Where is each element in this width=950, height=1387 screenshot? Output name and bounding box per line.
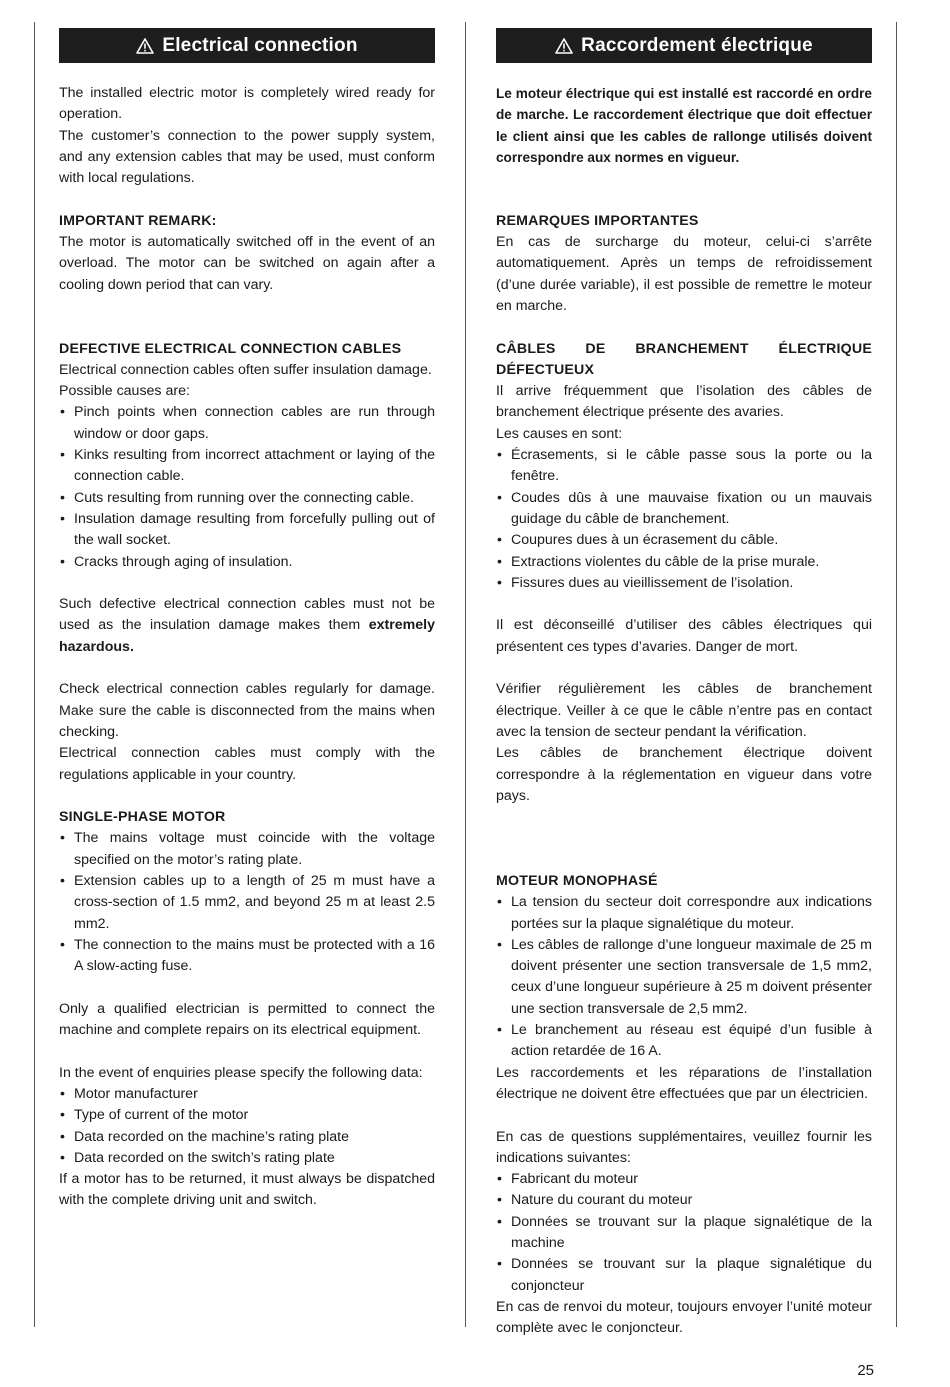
list-item: • Data recorded on the switch’s rating plate: [59, 1148, 435, 1169]
french-causes-list: [496, 445, 872, 594]
list-item: • Fabricant du moteur: [496, 1169, 872, 1190]
center-column-rule: [465, 22, 466, 1327]
french-intro: Le moteur électrique qui est installé est raccordé en ordre de marche. Le raccordement électrique que doit effectuer le client ainsi que les cables de rallonge utilisés doivent correspondre aux normes en vigueur.: [496, 86, 872, 165]
french-defective-text-1: Il arrive fréquemment que l’isolation des câbles de branchement électrique présente des avaries.: [496, 383, 872, 421]
french-section-header: [496, 28, 872, 63]
list-item: • Les câbles de rallonge d’une longueur maximale de 25 m doivent présenter une section transversale de 1,5 mm2, ceux d’une longueur supérieure à 25 m doivent présenter une section transversale de 2,5 mm2.: [496, 935, 872, 1020]
list-item: • Coupures dues à un écrasement du câble.: [496, 530, 872, 551]
english-important-text: The motor is automatically switched off in the event of an overload. The motor can be switched on again after a cooling down period that can vary.: [59, 234, 435, 293]
list-item: • Pinch points when connection cables are run through window or door gaps.: [59, 402, 435, 445]
french-danger-text: Il est déconseillé d’utiliser des câbles électriques qui présentent ces types d’avaries. Danger de mort.: [496, 617, 872, 655]
warning-triangle-icon: [555, 38, 573, 54]
french-single-phase-list: [496, 892, 872, 1062]
list-item: • Kinks resulting from incorrect attachment or laying of the connection cable.: [59, 445, 435, 488]
english-section-header: [59, 28, 435, 63]
list-item: • Insulation damage resulting from forcefully pulling out of the wall socket.: [59, 509, 435, 552]
list-item: • Données se trouvant sur la plaque signalétique de la machine: [496, 1212, 872, 1255]
english-defective-heading: DEFECTIVE ELECTRICAL CONNECTION CABLES: [59, 340, 402, 357]
list-item: • Écrasements, si le câble passe sous la porte ou la fenêtre.: [496, 445, 872, 488]
list-item: • La tension du secteur doit correspondre aux indications portées sur la plaque signalétique du moteur.: [496, 892, 872, 935]
english-defective-text-2: Possible causes are:: [59, 383, 190, 400]
warning-triangle-icon: [136, 38, 154, 54]
list-item: • Le branchement au réseau est équipé d’un fusible à action retardée de 16 A.: [496, 1020, 872, 1063]
list-item: • Extension cables up to a length of 25 m must have a cross-section of 1.5 mm2, and beyond 25 m at least 2.5 mm2.: [59, 871, 435, 935]
english-danger-bold: extremely hazardous.: [59, 617, 435, 655]
french-enquiry-list: [496, 1169, 872, 1297]
french-check-text-1: Vérifier régulièrement les câbles de branchement électrique. Veiller à ce que le câble n’entre pas en contact avec la tension de secteur pendant la vérification.: [496, 681, 872, 740]
english-title: Electrical connection: [162, 34, 358, 56]
list-item: • The mains voltage must coincide with the voltage specified on the motor’s rating plate.: [59, 828, 435, 871]
french-defective-text-2: Les causes en sont:: [496, 425, 623, 442]
english-single-phase-heading: SINGLE-PHASE MOTOR: [59, 809, 226, 826]
list-item: • Extractions violentes du câble de la prise murale.: [496, 552, 872, 573]
list-item: • Cuts resulting from running over the connecting cable.: [59, 488, 435, 509]
english-qualified-text: Only a qualified electrician is permitted to connect the machine and complete repairs on its electrical equipment.: [59, 1000, 435, 1039]
french-check-text-2: Les câbles de branchement électrique doivent correspondre à la réglementation en vigueur dans votre pays.: [496, 745, 872, 804]
english-intro-1: The installed electric motor is completely wired ready for operation.: [59, 85, 435, 123]
english-danger-paragraph: [59, 594, 435, 658]
list-item: • Nature du courant du moteur: [496, 1190, 872, 1211]
french-important-heading: REMARQUES IMPORTANTES: [496, 212, 699, 229]
english-important-heading: IMPORTANT REMARK:: [59, 212, 217, 229]
list-item: • Coudes dûs à une mauvaise fixation ou un mauvais guidage du câble de branchement.: [496, 488, 872, 531]
english-intro-2: The customer’s connection to the power supply system, and any extension cables that may be used, must conform with local regulations.: [59, 127, 435, 187]
french-single-phase-heading: MOTEUR MONOPHASÉ: [496, 872, 658, 889]
french-return-text: En cas de renvoi du moteur, toujours envoyer l’unité moteur complète avec le conjoncteur.: [496, 1298, 872, 1337]
list-item: • Data recorded on the machine’s rating plate: [59, 1127, 435, 1148]
english-enquiry-text: In the event of enquiries please specify the following data:: [59, 1064, 423, 1081]
list-item: • Type of current of the motor: [59, 1105, 435, 1126]
list-item: • Données se trouvant sur la plaque signalétique du conjoncteur: [496, 1254, 872, 1297]
french-important-text: En cas de surcharge du moteur, celui-ci s’arrête automatiquement. Après un temps de refroidissement (d’une durée variable), il est possible de remettre le moteur en marche.: [496, 234, 872, 314]
list-item: • Fissures dues au vieillissement de l’isolation.: [496, 573, 872, 594]
english-column: [59, 28, 435, 1212]
french-enquiry-text: En cas de questions supplémentaires, veuillez fournir les indications suivantes:: [496, 1128, 872, 1166]
english-check-text-2: Electrical connection cables must comply with the regulations applicable in your country.: [59, 745, 435, 783]
list-item: • Cracks through aging of insulation.: [59, 552, 435, 573]
french-defective-heading: CÂBLES DE BRANCHEMENT ÉLECTRIQUE DÉFECTUEUX: [496, 340, 872, 378]
english-single-phase-list: [59, 828, 435, 977]
page-number: 25: [857, 1362, 874, 1379]
english-defective-text-1: Electrical connection cables often suffer insulation damage.: [59, 361, 432, 378]
list-item: • The connection to the mains must be protected with a 16 A slow-acting fuse.: [59, 935, 435, 978]
english-enquiry-list: [59, 1084, 435, 1169]
english-return-text: If a motor has to be returned, it must always be dispatched with the complete driving unit and switch.: [59, 1171, 435, 1209]
left-margin-rule: [34, 22, 35, 1327]
french-qualified-text: Les raccordements et les réparations de l’installation électrique ne doivent être effectuées que par un électricien.: [496, 1064, 872, 1102]
list-item: • Motor manufacturer: [59, 1084, 435, 1105]
right-margin-rule: [896, 22, 897, 1327]
french-column: [496, 28, 872, 1340]
english-danger-text: Such defective electrical connection cables must not be used as the insulation damage makes them: [59, 596, 435, 634]
english-causes-list: [59, 402, 435, 572]
french-title: Raccordement électrique: [581, 34, 813, 56]
english-check-text-1: Check electrical connection cables regularly for damage. Make sure the cable is disconnected from the mains when checking.: [59, 681, 435, 740]
